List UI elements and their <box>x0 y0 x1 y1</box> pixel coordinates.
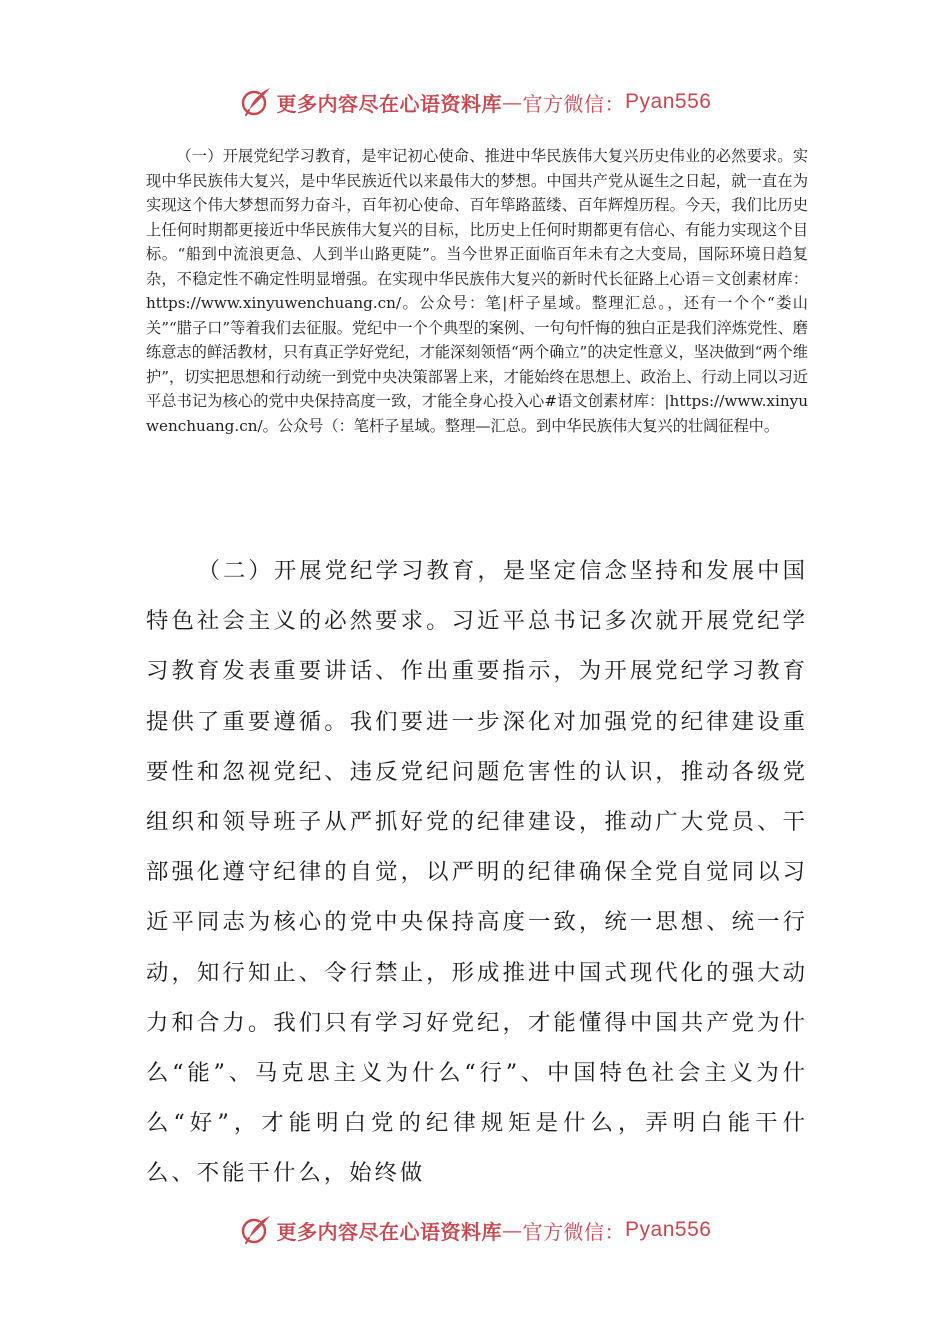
paragraph-1: （一）开展党纪学习教育，是牢记初心使命、推进中华民族伟大复兴历史伟业的必然要求。实现中华民族伟大复兴，是中华民族近代以来最伟大的梦想。中国共产党从诞生之日起，就一直在为实现这个伟大梦想而努力奋斗，百年初心使命、百年筚路蓝缕、百年辉煌历程。今天，我们比历史上任何时期都更接近中华民族伟大复兴的目标，比历史上任何时期都更有信心、有能力实现这个目标。“船到中流浪更急、人到半山路更陡”。当今世界正面临百年未有之大变局，国际环境日趋复杂，不稳定性不确定性明显增强。在实现中华民族伟大复兴的新时代长征路上心语＝文创素材库：https://www.xinyuwenchuang.cn/。公众号：笔|杆子星域。整理汇总。，还有一个个“娄山关”“腊子口”等着我们去征服。党纪中一个个典型的案例、一句句忏悔的独白正是我们淬炼党性、磨练意志的鲜活教材，只有真正学好党纪，才能深刻领悟“两个确立”的决定性意义，坚决做到“两个维护”，切实把思想和行动统一到党中央决策部署上来，才能始终在思想上、政治上、行动上同以习近平总书记为核心的党中央保持高度一致，才能全身心投入心#语文创素材库：|https://www.xinyuwenchuang.cn/。公众号（：笔杆子星域。整理—汇总。到中华民族伟大复兴的壮阔征程中。 <box>146 147 808 435</box>
footer-banner-title: 更多内容尽在心语资料库 <box>276 1219 503 1244</box>
header-banner <box>0 82 950 122</box>
quill-pen-logo-icon <box>239 1214 273 1246</box>
footer-banner-contact-label: 官方微信： <box>522 1219 626 1244</box>
header-banner-contact-label: 官方微信： <box>522 91 626 116</box>
footer-banner-dash: — <box>502 1218 523 1242</box>
paragraph-2: （二）开展党纪学习教育，是坚定信念坚持和发展中国特色社会主义的必然要求。习近平总书记多次就开展党纪学习教育发表重要讲话、作出重要指示，为开展党纪学习教育提供了重要遵循。我们要进一步深化对加强党的纪律建设重要性和忽视党纪、违反党纪问题危害性的认识，推动各级党组织和领导班子从严抓好党的纪律建设，推动广大党员、干部强化遵守纪律的自觉，以严明的纪律确保全党自觉同以习近平同志为核心的党中央保持高度一致，统一思想、统一行动，知行知止、令行禁止，形成推进中国式现代化的强大动力和合力。我们只有学习好党纪，才能懂得中国共产党为什么“能”、马克思主义为什么“行”、中国特色社会主义为什么“好”，才能明白党的纪律规矩是什么，弄明白能干什么、不能干什么，始终做 <box>146 558 808 1187</box>
footer-banner <box>0 1210 950 1250</box>
header-banner-content <box>239 86 712 118</box>
header-banner-title: 更多内容尽在心语资料库 <box>276 91 503 116</box>
header-banner-contact-value: Pyan556 <box>625 90 712 113</box>
footer-banner-content <box>239 1214 712 1246</box>
quill-pen-logo-icon <box>239 86 273 118</box>
footer-banner-contact-value: Pyan556 <box>625 1218 712 1241</box>
header-banner-dash: — <box>502 90 523 114</box>
